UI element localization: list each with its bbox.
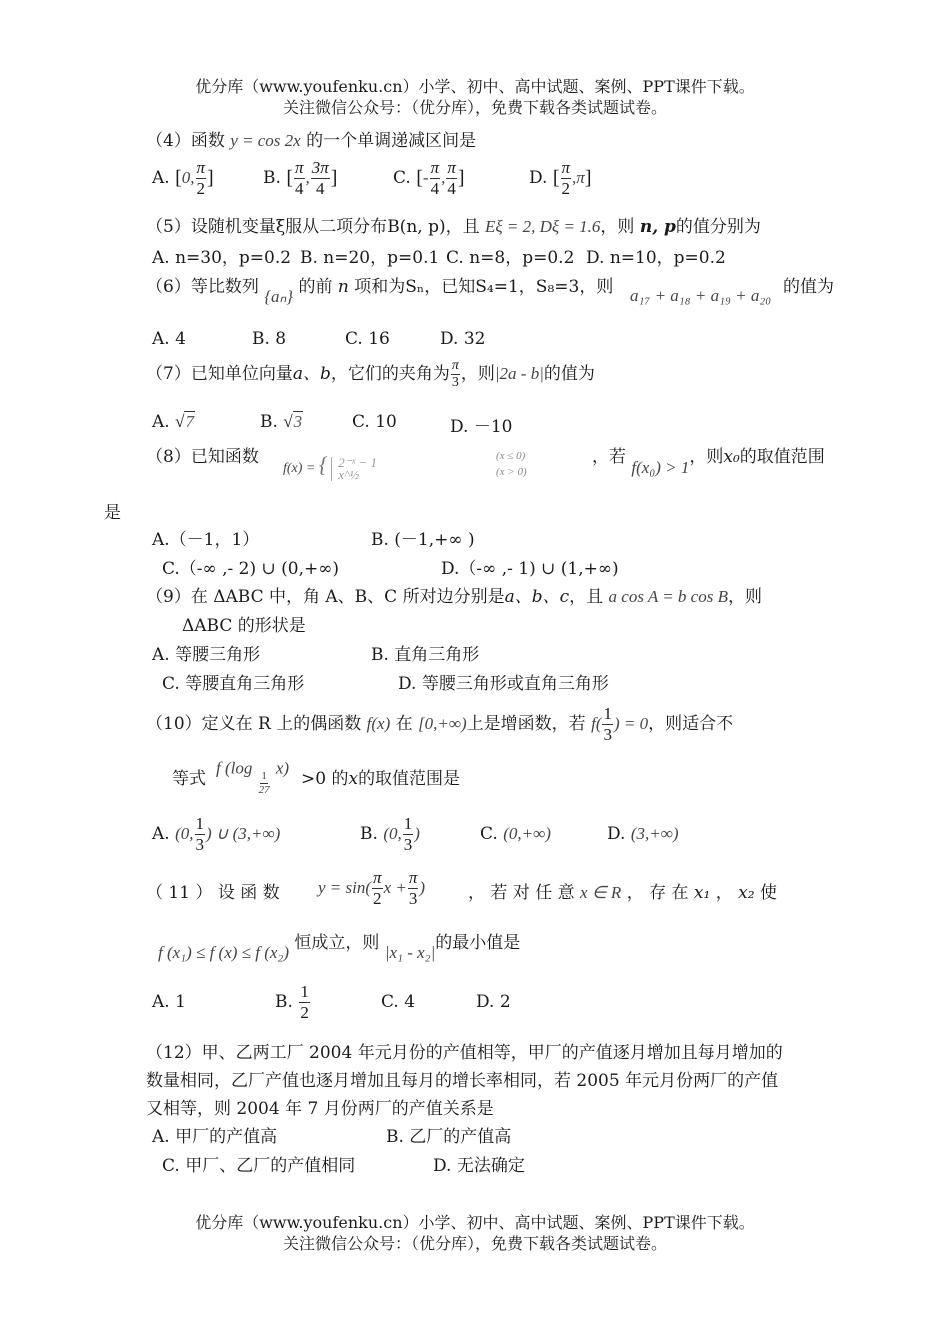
header-line-2: 关注微信公众号：（优分库），免费下载各类试题试卷。 xyxy=(282,98,667,117)
question-8-option-d: D.（-∞ ,- 1) ∪ (1,+∞) xyxy=(441,559,619,579)
question-10-stem-line-2-end: >0 的x的取值范围是 xyxy=(301,769,461,789)
question-9-option-b: B. 直角三角形 xyxy=(371,645,480,665)
question-11-function: y = sin( $\frac{\pi}{2}$ x + $\frac{\pi}{3}$ ) xyxy=(318,868,426,908)
question-12-stem-line-2: 数量相同，乙厂产值也逐月增加且每月的增长率相同，若 2005 年元月份两厂的产值 xyxy=(146,1071,779,1091)
question-11-option-a: A. 1 xyxy=(152,992,186,1012)
question-4-stem: （4）函数 y = cos 2x 的一个单调递减区间是 xyxy=(146,131,477,151)
question-5-option-c: C. n=8，p=0.2 xyxy=(446,248,575,268)
question-12-option-a: A. 甲厂的产值高 xyxy=(152,1127,278,1147)
question-9-option-c: C. 等腰直角三角形 xyxy=(162,674,305,694)
question-8-stem-mid: ，若 f(x₀) > 1，则x₀的取值范围 xyxy=(592,447,825,477)
question-10-option-d: D. (3,+∞) xyxy=(607,824,679,844)
question-8-conditions: (x ≤ 0) (x > 0) xyxy=(496,450,527,478)
question-9-option-d: D. 等腰三角形或直角三角形 xyxy=(398,674,609,694)
question-4-option-d: D. [ $\frac{\pi}{2}$ ,π] xyxy=(529,158,592,198)
question-5-option-a: A. n=30，p=0.2 xyxy=(152,248,292,268)
question-10-option-b: B. (0, $\frac{1}{3}$ ) xyxy=(360,814,420,854)
question-11-stem-start: （ 11 ） 设 函 数 xyxy=(146,883,280,903)
question-10-log-expression: f (log $\frac{1}{27}$ x) xyxy=(216,758,290,796)
question-12-option-c: C. 甲厂、乙厂的产值相同 xyxy=(162,1156,356,1176)
question-6-option-d: D. 32 xyxy=(440,329,486,349)
question-5-stem: （5）设随机变量ξ服从二项分布B(n, p)，且 Eξ = 2, Dξ = 1.6，则 n, p的值分别为 xyxy=(146,217,761,237)
question-8-option-b: B. (－1,+∞ ) xyxy=(371,530,475,550)
question-12-option-d: D. 无法确定 xyxy=(433,1156,525,1176)
question-6-option-b: B. 8 xyxy=(252,329,287,349)
header-line-1: 优分库（www.youfenku.cn）小学、初中、高中试题、案例、PPT课件下载。 xyxy=(195,77,755,96)
question-4-option-c: C. [- $\frac{\pi}{4}$ , $\frac{\pi}{4}$ ] xyxy=(393,158,465,198)
question-5-option-d: D. n=10，p=0.2 xyxy=(586,248,726,268)
question-8-option-c: C.（-∞ ,- 2) ∪ (0,+∞) xyxy=(162,559,340,579)
footer-line-1: 优分库（www.youfenku.cn）小学、初中、高中试题、案例、PPT课件下载。 xyxy=(195,1213,755,1232)
question-11-option-c: C. 4 xyxy=(381,992,416,1012)
question-11-stem-mid: ， 若 对 任 意 x ∈ R ， 存 在 x₁ ， x₂ 使 xyxy=(468,883,777,903)
question-8-stem: （8）已知函数 xyxy=(146,447,259,467)
question-7-option-d: D. －10 xyxy=(450,417,513,437)
question-7-option-a: A. √7 xyxy=(152,412,194,432)
question-6-option-a: A. 4 xyxy=(152,329,186,349)
question-7-option-c: C. 10 xyxy=(352,412,397,432)
question-9-stem-line-2: ΔABC 的形状是 xyxy=(182,616,306,636)
question-10-stem: （10）定义在 R 上的偶函数 f(x) 在 [0,+∞)上是增函数，若 f( $\frac{1}{3}$ ) = 0，则适合不 xyxy=(146,704,734,744)
question-11-option-d: D. 2 xyxy=(476,992,511,1012)
question-11-stem-line-2: f (x₁) ≤ f (x) ≤ f (x₂) 恒成立，则 |x₁ - x₂|的最小值是 xyxy=(158,933,521,962)
question-6-option-c: C. 16 xyxy=(345,329,390,349)
question-6-stem-end: 的值为 xyxy=(783,277,834,297)
question-7-option-b: B. √3 xyxy=(260,412,303,432)
question-11-option-b: B. $\frac{1}{2}$ xyxy=(275,982,309,1022)
question-12-stem-line-3: 又相等，则 2004 年 7 月份两厂的产值关系是 xyxy=(146,1099,494,1119)
question-8-stem-tail: 是 xyxy=(104,503,121,523)
question-6-stem: （6）等比数列 {aₙ} 的前 n 项和为Sₙ，已知S₄=1，S₈=3，则 xyxy=(146,277,614,306)
question-10-option-a: A. (0, $\frac{1}{3}$ ) ∪ (3,+∞) xyxy=(152,814,281,854)
footer-line-2: 关注微信公众号：（优分库），免费下载各类试题试卷。 xyxy=(282,1234,667,1253)
question-10-option-c: C. (0,+∞) xyxy=(480,824,551,844)
question-8-option-a: A.（－1，1） xyxy=(152,530,260,550)
question-9-option-a: A. 等腰三角形 xyxy=(152,645,261,665)
question-12-option-b: B. 乙厂的产值高 xyxy=(386,1127,512,1147)
question-8-function: f(x) = { 2⁻ˣ − 1 x^½ xyxy=(283,452,377,482)
question-5-option-b: B. n=20，p=0.1 xyxy=(300,248,440,268)
question-12-stem-line-1: （12）甲、乙两工厂 2004 年元月份的产值相等，甲厂的产值逐月增加且每月增加的 xyxy=(146,1043,783,1063)
question-4-option-a: A. [0, $\frac{\pi}{2}$ ] xyxy=(152,158,214,198)
question-9-stem: （9）在 ΔABC 中，角 A、B、C 所对边分别是a、b、c，且 a cos A = b cos B，则 xyxy=(146,587,762,607)
question-7-stem: （7）已知单位向量a、b，它们的夹角为 $\frac{\pi}{3}$ ，则|2a - b|的值为 xyxy=(146,358,595,390)
piecewise-cases: 2⁻ˣ − 1 x^½ xyxy=(331,457,377,481)
question-4-option-b: B. [ $\frac{\pi}{4}$ , $\frac{3\pi}{4}$ ] xyxy=(263,158,338,198)
question-10-stem-line-2: 等式 xyxy=(172,769,206,789)
question-6-expression: a₁₇ + a₁₈ + a₁₉ + a₂₀ xyxy=(630,286,772,305)
